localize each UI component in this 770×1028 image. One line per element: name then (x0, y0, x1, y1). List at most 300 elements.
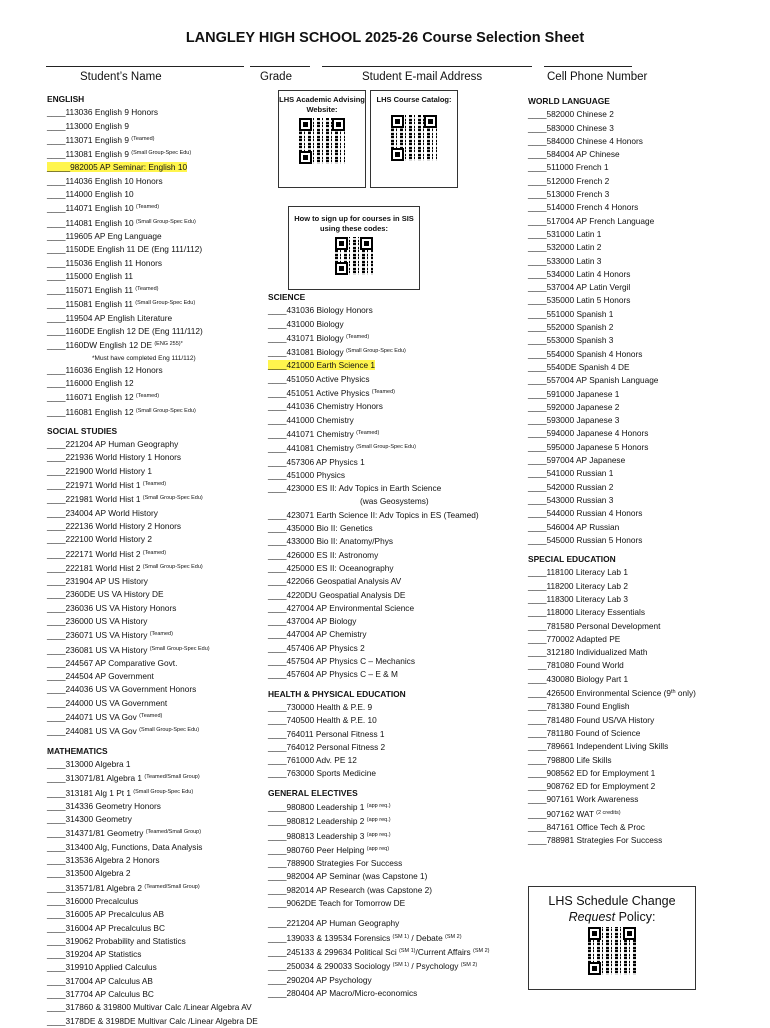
course-text-rest: /Current Affairs (415, 946, 474, 957)
course-item[interactable] (47, 988, 262, 1001)
course-item[interactable] (47, 451, 262, 464)
course-text: ____554000 Spanish 4 Honors (528, 348, 643, 359)
course-item[interactable] (268, 562, 518, 575)
course-item[interactable] (528, 659, 758, 672)
course-item[interactable] (528, 215, 758, 228)
course-text: ____234004 AP World History (47, 507, 158, 518)
course-text: ____781080 Found World (528, 660, 624, 671)
course-item[interactable] (268, 414, 518, 427)
course-text: ____3178DE & 3198DE Multivar Calc /Linear Algebra DE (47, 1015, 258, 1026)
course-text: ____511000 French 1 (528, 162, 609, 173)
course-item[interactable] (268, 857, 518, 870)
grade-label: Grade (260, 71, 292, 83)
section-heading: ENGLISH (47, 94, 85, 104)
course-item[interactable] (268, 987, 518, 1000)
course-item[interactable] (528, 633, 758, 646)
course-text: ____1160DE English 12 DE (Eng 111/112) (47, 326, 203, 337)
course-item[interactable] (268, 522, 518, 535)
course-text: ____457306 AP Physics 1 (268, 456, 365, 467)
course-item[interactable] (47, 465, 262, 478)
course-item[interactable] (47, 575, 262, 588)
course-item[interactable] (47, 297, 262, 311)
course-item[interactable] (47, 507, 262, 520)
course-item[interactable] (268, 884, 518, 897)
course-text: ____426000 ES II: Astronomy (268, 549, 379, 560)
course-item[interactable] (528, 807, 758, 821)
course-item[interactable] (528, 334, 758, 347)
course-item[interactable] (268, 714, 518, 727)
course-item[interactable] (528, 108, 758, 121)
course-text: ____245133 & 299634 Political Sci (268, 946, 400, 957)
course-item[interactable] (528, 161, 758, 174)
course-text: ____437004 AP Biology (268, 616, 357, 627)
course-item[interactable] (528, 321, 758, 334)
course-item[interactable] (528, 740, 758, 753)
course-item[interactable] (528, 821, 758, 834)
course-item[interactable] (47, 364, 262, 377)
course-item[interactable] (268, 628, 518, 641)
course-item[interactable] (528, 521, 758, 534)
course-item[interactable] (47, 1001, 262, 1014)
course-text: ____244081 US VA Gov (47, 726, 140, 737)
course-item[interactable] (268, 373, 518, 386)
course-text: ____316000 Precalculus (47, 895, 139, 906)
course-item[interactable] (268, 386, 518, 400)
course-item[interactable] (47, 683, 262, 696)
course-item[interactable] (528, 767, 758, 780)
course-text: ____457604 AP Physics C – E & M (268, 669, 398, 680)
course-item[interactable] (528, 686, 758, 700)
course-item[interactable] (268, 931, 518, 945)
course-item[interactable] (268, 509, 518, 522)
course-text: ____907161 Work Awareness (528, 794, 639, 805)
course-item[interactable] (268, 843, 518, 857)
course-item[interactable] (528, 388, 758, 401)
course-item[interactable] (268, 917, 518, 930)
course-item[interactable] (268, 701, 518, 714)
course-text: ____430080 Biology Part 1 (528, 673, 629, 684)
course-item[interactable] (528, 780, 758, 793)
course-item[interactable] (268, 668, 518, 681)
course-text: ____231904 AP US History (47, 576, 148, 587)
course-item[interactable] (268, 400, 518, 413)
course-item[interactable] (528, 646, 758, 659)
course-item[interactable] (268, 359, 518, 372)
advising-label: LHS Academic Advising Website: (279, 95, 365, 114)
signup-qr-code[interactable] (335, 237, 373, 275)
policy-word: Policy: (615, 910, 656, 924)
course-text: ____221971 World Hist 1 (47, 480, 143, 491)
course-item[interactable] (47, 961, 262, 974)
course-item[interactable] (268, 589, 518, 602)
course-item[interactable] (268, 318, 518, 331)
course-item[interactable] (528, 566, 758, 579)
course-item[interactable] (47, 390, 262, 404)
course-item[interactable] (528, 441, 758, 454)
course-item[interactable] (528, 414, 758, 427)
course-item[interactable] (528, 228, 758, 241)
course-item[interactable] (268, 441, 518, 455)
course-text: ____513000 French 3 (528, 189, 610, 200)
course-text: ____441036 Chemistry Honors (268, 401, 383, 412)
course-item[interactable] (47, 697, 262, 710)
course-item[interactable] (528, 620, 758, 633)
course-qualifier: (SM 2) (460, 962, 478, 969)
course-text: ____222181 World Hist 2 (47, 562, 143, 573)
course-qualifier: (app req.) (366, 802, 391, 809)
course-item[interactable] (47, 492, 262, 506)
course-text: ____781380 Found English (528, 701, 630, 712)
course-text: ____4220DU Geospatial Analysis DE (268, 589, 406, 600)
spacer (268, 910, 518, 917)
course-text: ____250034 & 290033 Sociology (268, 961, 393, 972)
course-text: ____546004 AP Russian (528, 521, 620, 532)
course-item[interactable] (268, 642, 518, 655)
course-qualifier: (Small Group-Spec Edu) (135, 218, 196, 225)
course-text-rest: only) (675, 688, 696, 699)
course-item[interactable] (268, 304, 518, 317)
course-text: ____314371/81 Geometry (47, 828, 146, 839)
course-item[interactable] (47, 895, 262, 908)
course-item[interactable] (268, 331, 518, 345)
course-text: _____982005 AP Seminar: English 10 (47, 162, 188, 173)
course-item[interactable] (47, 841, 262, 854)
course-qualifier: (SM 2) (473, 947, 490, 954)
course-item[interactable] (528, 122, 758, 135)
course-item[interactable] (268, 602, 518, 615)
course-text: ____907162 WAT (528, 808, 597, 819)
course-item[interactable] (268, 959, 518, 973)
course-text: ____114081 English 10 (47, 217, 136, 228)
course-item[interactable] (47, 216, 262, 230)
course-text: ____592000 Japanese 2 (528, 401, 620, 412)
course-text: ____9062DE Teach for Tomorrow DE (268, 898, 406, 909)
course-item[interactable] (47, 643, 262, 657)
course-text: ____244567 AP Comparative Govt. (47, 657, 178, 668)
email-line[interactable] (322, 66, 532, 67)
course-item[interactable] (47, 628, 262, 642)
course-text: ____422066 Geospatial Analysis AV (268, 576, 402, 587)
course-text: ____221936 World History 1 Honors (47, 452, 182, 463)
course-item[interactable] (47, 975, 262, 988)
course-qualifier: (Small Group-Spec Edu) (356, 444, 417, 451)
course-text: ____781580 Personal Development (528, 620, 661, 631)
course-item[interactable] (268, 754, 518, 767)
course-text: ____119605 AP Eng Language (47, 230, 162, 241)
course-text: ____5540DE Spanish 4 DE (528, 361, 630, 372)
section-heading: SOCIAL STUDIES (47, 425, 118, 436)
course-item[interactable] (47, 800, 262, 813)
course-text: ____118100 Literacy Lab 1 (528, 567, 628, 578)
course-item[interactable] (268, 615, 518, 628)
course-text: ____313536 Algebra 2 Honors (47, 855, 160, 866)
course-item[interactable] (47, 312, 262, 325)
course-qualifier: th (671, 689, 676, 696)
course-qualifier: (SM 1) (399, 947, 416, 954)
course-qualifier: (Small Group-Spec Edu) (131, 150, 192, 157)
course-qualifier: (2 credits) (596, 809, 621, 816)
course-item[interactable] (528, 534, 758, 547)
course-item[interactable] (528, 135, 758, 148)
course-item[interactable] (268, 535, 518, 548)
course-item[interactable] (528, 188, 758, 201)
course-item[interactable] (528, 580, 758, 593)
course-item[interactable] (47, 547, 262, 561)
course-text: ____543000 Russian 3 (528, 494, 614, 505)
catalog-label: LHS Course Catalog: (376, 95, 452, 104)
course-text: ____317704 AP Calculus BC (47, 989, 154, 999)
course-item[interactable] (47, 377, 262, 390)
course-item[interactable] (528, 834, 758, 847)
course-text: ____781180 Found of Science (528, 727, 641, 738)
course-item[interactable] (528, 348, 758, 361)
course-item[interactable] (528, 673, 758, 686)
course-text: ____2360DE US VA History DE (47, 589, 164, 600)
course-item[interactable] (528, 481, 758, 494)
course-text: ____313181 Alg 1 Pt 1 (47, 787, 134, 798)
course-item[interactable] (528, 507, 758, 520)
course-item[interactable] (528, 255, 758, 268)
course-item[interactable] (47, 120, 262, 133)
course-text: ____537004 AP Latin Vergil (528, 282, 631, 293)
policy-request-word: Request (568, 910, 616, 924)
phone-line[interactable] (544, 66, 632, 67)
course-item[interactable] (47, 786, 262, 800)
course-item[interactable] (268, 469, 518, 482)
course-item[interactable] (268, 575, 518, 588)
course-item[interactable] (528, 175, 758, 188)
course-item[interactable] (47, 147, 262, 161)
course-item[interactable] (47, 724, 262, 738)
course-text: ____908762 ED for Employment 2 (528, 781, 656, 792)
course-item[interactable] (268, 482, 518, 495)
course-text: ____1150DE English 11 DE (Eng 111/112) (47, 244, 203, 255)
course-text: ____115036 English 11 Honors (47, 257, 163, 268)
course-item[interactable] (528, 454, 758, 467)
course-item[interactable] (528, 294, 758, 307)
section-heading: HEALTH & PHYSICAL EDUCATION (268, 688, 406, 699)
course-item[interactable] (528, 793, 758, 806)
policy-qr-code[interactable] (588, 927, 636, 975)
course-text: ____113000 English 9 (47, 120, 129, 131)
course-item[interactable] (528, 700, 758, 713)
course-text: ____114071 English 10 (47, 203, 136, 214)
course-text: ____236081 US VA History (47, 644, 150, 655)
section-heading: SCIENCE (268, 292, 306, 302)
course-item[interactable] (528, 241, 758, 254)
course-item[interactable] (47, 201, 262, 215)
course-text: ____531000 Latin 1 (528, 228, 602, 239)
course-item[interactable] (47, 867, 262, 880)
email-label: Student E-mail Address (362, 71, 483, 83)
course-text: ____290204 AP Psychology (268, 974, 372, 985)
course-item[interactable] (528, 606, 758, 619)
course-item[interactable] (528, 714, 758, 727)
course-item[interactable] (47, 478, 262, 492)
course-item[interactable] (47, 325, 262, 338)
course-item[interactable] (47, 188, 262, 201)
course-text: ____457504 AP Physics C – Mechanics (268, 656, 415, 667)
course-item[interactable] (47, 588, 262, 601)
course-item[interactable] (268, 870, 518, 883)
course-item[interactable] (268, 456, 518, 469)
course-item[interactable] (47, 881, 262, 895)
course-item[interactable] (268, 814, 518, 828)
course-item[interactable] (528, 401, 758, 414)
course-item[interactable] (47, 175, 262, 188)
course-item[interactable] (47, 922, 262, 935)
course-text: ____597004 AP Japanese (528, 455, 626, 466)
course-text: ____730000 Health & P.E. 9 (268, 701, 373, 712)
course-item[interactable] (47, 405, 262, 419)
course-text: ____115000 English 11 (47, 270, 133, 281)
course-text: ____317860 & 319800 Multivar Calc /Linear Algebra AV (47, 1002, 252, 1013)
course-text-rest: / Psychology (409, 961, 461, 972)
course-item[interactable] (268, 549, 518, 562)
course-qualifier: (Small Group-Spec Edu) (133, 788, 194, 795)
course-item[interactable] (268, 945, 518, 959)
course-item[interactable] (47, 106, 262, 119)
course-text: ____1160DW English 12 DE (47, 340, 155, 351)
course-text: ____451050 Active Physics (268, 373, 370, 384)
course-text: ____535000 Latin 5 Honors (528, 295, 631, 306)
course-text: ____980812 Leadership 2 (268, 816, 367, 827)
course-item[interactable] (47, 533, 262, 546)
name-line[interactable] (46, 66, 244, 67)
catalog-qr-code[interactable] (391, 115, 437, 161)
course-text: ____244504 AP Government (47, 671, 154, 682)
course-item[interactable] (47, 338, 262, 352)
course-text: ____594000 Japanese 4 Honors (528, 428, 649, 439)
course-item[interactable] (47, 615, 262, 628)
course-item[interactable] (47, 520, 262, 533)
course-item[interactable] (268, 345, 518, 359)
course-item[interactable] (528, 361, 758, 374)
course-item[interactable] (528, 281, 758, 294)
course-text: ____313400 Alg, Functions, Data Analysis (47, 841, 203, 852)
course-text: ____116000 English 12 (47, 377, 134, 388)
course-item[interactable] (47, 230, 262, 243)
course-item[interactable] (47, 670, 262, 683)
course-item[interactable] (528, 427, 758, 440)
course-item[interactable] (47, 948, 262, 961)
course-item[interactable] (47, 257, 262, 270)
phone-label: Cell Phone Number (547, 71, 648, 83)
course-item[interactable] (528, 727, 758, 740)
course-qualifier: (Teamed) (142, 549, 167, 556)
course-text: ____541000 Russian 1 (528, 468, 614, 479)
course-item[interactable] (528, 374, 758, 387)
course-text: ____423000 ES II: Adv Topics in Earth Science (268, 483, 442, 494)
course-item[interactable] (528, 754, 758, 767)
course-text: ____312180 Individualized Math (528, 647, 648, 658)
course-text: ____221204 AP Human Geography (47, 439, 179, 450)
course-text: ____908562 ED for Employment 1 (528, 767, 656, 778)
course-item[interactable] (47, 602, 262, 615)
course-item[interactable] (268, 897, 518, 910)
course-qualifier: (Small Group-Spec Edu) (139, 727, 200, 734)
course-text: ____114036 English 10 Honors (47, 175, 163, 186)
course-text: ____514000 French 4 Honors (528, 202, 639, 213)
course-text: ____421000 Earth Science 1 (268, 360, 376, 371)
course-qualifier: (Teamed/Small Group) (144, 774, 200, 781)
course-item[interactable] (47, 438, 262, 451)
course-item[interactable] (47, 935, 262, 948)
course-qualifier: (Teamed) (149, 631, 173, 638)
course-text: ____113036 English 9 Honors (47, 107, 159, 118)
course-item[interactable] (47, 283, 262, 297)
course-item[interactable] (47, 561, 262, 575)
course-item[interactable] (268, 829, 518, 843)
course-text: ____761000 Adv. PE 12 (268, 755, 357, 766)
course-text: ____457406 AP Physics 2 (268, 642, 365, 653)
course-item[interactable] (47, 243, 262, 256)
course-text: ____280404 AP Macro/Micro-economics (268, 987, 418, 998)
course-item[interactable] (528, 494, 758, 507)
grade-line[interactable] (250, 66, 310, 67)
course-text: ____244000 US VA Government (47, 697, 168, 708)
course-note: *Must have completed Eng 111/112) (92, 354, 196, 362)
course-item[interactable] (47, 908, 262, 921)
course-text: ____441081 Chemistry (268, 443, 357, 454)
advising-qr-code[interactable] (299, 118, 345, 164)
course-item[interactable] (268, 800, 518, 814)
course-item[interactable] (528, 308, 758, 321)
course-item[interactable] (47, 826, 262, 840)
course-item[interactable] (47, 771, 262, 785)
course-text: ____222171 World Hist 2 (47, 548, 143, 559)
course-item[interactable] (47, 710, 262, 724)
course-item[interactable] (268, 427, 518, 441)
signup-box (288, 206, 420, 290)
course-text: ____788900 Strategies For Success (268, 858, 403, 869)
course-item[interactable] (268, 741, 518, 754)
course-text: ____789661 Independent Living Skills (528, 741, 669, 752)
course-item[interactable] (268, 974, 518, 987)
course-item[interactable] (47, 1015, 262, 1028)
course-text: ____551000 Spanish 1 (528, 308, 614, 319)
course-item[interactable] (528, 467, 758, 480)
course-item[interactable] (528, 268, 758, 281)
course-item[interactable] (528, 201, 758, 214)
course-item[interactable] (528, 148, 758, 161)
course-item[interactable] (47, 270, 262, 283)
course-qualifier: (Small Group-Spec Edu) (345, 348, 406, 355)
column-right (528, 95, 758, 848)
course-text: ____221981 World Hist 1 (47, 494, 143, 505)
course-item[interactable] (47, 161, 262, 174)
course-text: ____316005 AP Precalculus AB (47, 909, 165, 920)
course-item[interactable] (528, 593, 758, 606)
course-text: ____788981 Strategies For Success (528, 835, 663, 846)
course-item[interactable] (268, 767, 518, 780)
course-item[interactable] (268, 655, 518, 668)
course-item[interactable] (47, 657, 262, 670)
course-item[interactable] (47, 758, 262, 771)
course-text: ____553000 Spanish 3 (528, 335, 614, 346)
advising-box (278, 90, 366, 188)
course-text: ____982014 AP Research (was Capstone 2) (268, 884, 433, 895)
course-item[interactable] (47, 133, 262, 147)
course-text: ____319062 Probability and Statistics (47, 935, 186, 946)
course-qualifier: (Teamed) (345, 333, 370, 340)
course-text: ____441071 Chemistry (268, 428, 357, 439)
course-text: ____118000 Literacy Essentials (528, 607, 646, 618)
course-item[interactable] (268, 728, 518, 741)
course-item[interactable] (47, 813, 262, 826)
course-item[interactable] (47, 854, 262, 867)
course-qualifier: (Teamed) (135, 393, 160, 400)
